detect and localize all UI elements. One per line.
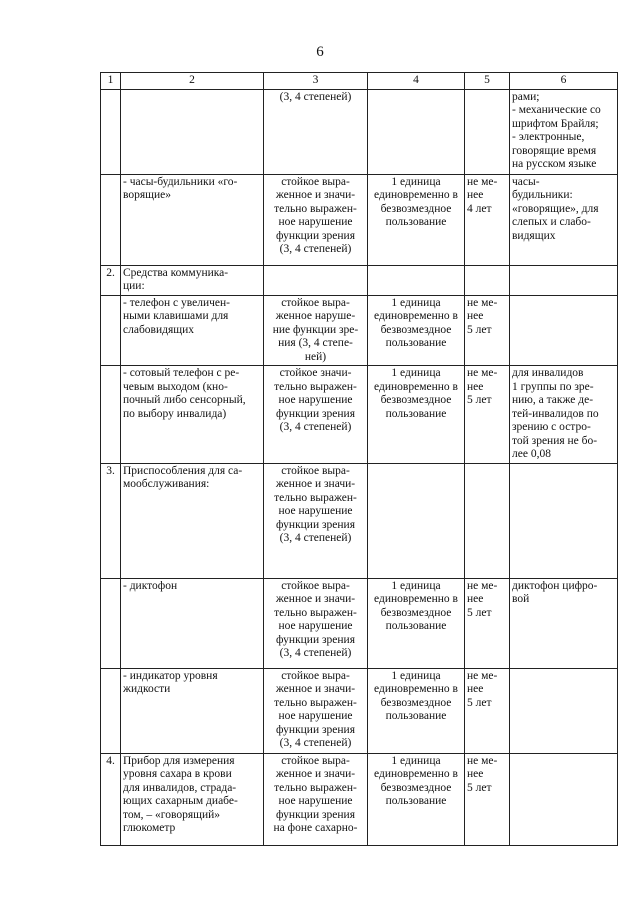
cell-text-line: тельно выражен-: [274, 696, 357, 709]
cell-device-name: [121, 89, 264, 174]
cell-text-line: вой: [512, 593, 530, 605]
cell-text-line: - сотовый телефон с ре-: [123, 367, 240, 379]
row-number: [101, 174, 121, 265]
cell-text-line: ное нарушение: [278, 795, 353, 807]
cell-text-line: (3, 4 степеней): [279, 737, 352, 749]
cell-quantity: [368, 463, 465, 578]
row-number: [101, 668, 121, 753]
cell-medical-indication: [264, 265, 368, 295]
cell-text-line: диктофон цифро-: [512, 579, 598, 592]
table-row: [101, 366, 618, 464]
cell-medical-indication: [264, 668, 368, 753]
cell-text-line: женное и значи-: [275, 768, 356, 780]
cell-usage-term: [465, 174, 510, 265]
table-row: [101, 265, 618, 295]
table-row: [101, 753, 618, 845]
cell-text-line: ворящие»: [123, 189, 172, 201]
cell-quantity: [368, 668, 465, 753]
cell-text-line: тей-инвалидов по: [512, 407, 599, 420]
cell-medical-indication: [264, 463, 368, 578]
cell-text-line: безвозмездное: [380, 606, 452, 619]
cell-text-line: видящих: [512, 229, 556, 242]
cell-text-line: безвозмездное: [380, 696, 452, 709]
cell-quantity: [368, 89, 465, 174]
cell-text-line: почный либо сенсорный,: [123, 394, 246, 406]
cell-usage-term: [465, 668, 510, 753]
cell-text-line: единовременно в: [374, 683, 458, 695]
cell-text-line: ное нарушение: [278, 620, 353, 632]
cell-text-line: (3, 4 степеней): [279, 90, 352, 103]
cell-text-line: шрифтом Брайля;: [512, 117, 599, 130]
cell-text-line: 1 единица: [391, 296, 441, 309]
cell-medical-indication: [264, 753, 368, 845]
cell-text-line: ное нарушение: [278, 710, 353, 722]
cell-text-line: женное и значи-: [275, 593, 356, 605]
cell-text-line: будильники:: [512, 189, 573, 201]
cell-text-line: ными клавишами для: [123, 310, 229, 322]
row-number: 2.: [101, 265, 121, 295]
cell-text-line: 1 единица: [391, 754, 441, 767]
cell-text-line: женное и значи-: [275, 478, 356, 490]
cell-text-line: нее: [467, 189, 484, 201]
cell-text-line: 1 единица: [391, 579, 441, 592]
cell-note: [510, 265, 618, 295]
column-header: 1: [101, 73, 121, 90]
cell-text-line: по выбору инвалида): [123, 407, 227, 420]
cell-text-line: стойкое выра-: [281, 669, 350, 682]
cell-text-line: ное нарушение: [278, 216, 353, 228]
cell-text-line: не ме-: [467, 579, 498, 592]
cell-text-line: пользование: [385, 710, 447, 722]
cell-text-line: 5 лет: [467, 696, 492, 709]
cell-text-line: рами;: [512, 90, 540, 103]
cell-text-line: тельно выражен-: [274, 491, 357, 504]
cell-text-line: стойкое выра-: [281, 754, 350, 767]
cell-note: [510, 174, 618, 265]
table-row: [101, 578, 618, 668]
cell-quantity: [368, 295, 465, 366]
cell-text-line: Приспособления для са-: [123, 464, 243, 477]
cell-text-line: (3, 4 степеней): [279, 532, 352, 544]
cell-text-line: функции зрения: [276, 808, 355, 821]
cell-text-line: зрению с остро-: [512, 421, 591, 433]
cell-text-line: для инвалидов, страда-: [123, 781, 237, 794]
cell-text-line: 5 лет: [467, 606, 492, 619]
cell-device-name: [121, 174, 264, 265]
cell-text-line: не ме-: [467, 754, 498, 767]
cell-text-line: стойкое значи-: [279, 367, 352, 379]
cell-text-line: стойкое выра-: [281, 296, 350, 309]
cell-text-line: «говорящие», для: [512, 202, 599, 215]
cell-text-line: слабовидящих: [123, 323, 195, 336]
cell-text-line: мообслуживания:: [123, 478, 210, 490]
table-row: [101, 89, 618, 174]
cell-text-line: женное и значи-: [275, 683, 356, 695]
cell-quantity: [368, 366, 465, 464]
cell-device-name: [121, 753, 264, 845]
cell-text-line: единовременно в: [374, 310, 458, 322]
cell-text-line: женное наруше-: [275, 310, 356, 322]
cell-text-line: безвозмездное: [380, 781, 452, 794]
column-header: 6: [510, 73, 618, 90]
cell-device-name: [121, 463, 264, 578]
row-number: 4.: [101, 753, 121, 845]
cell-text-line: - механические со: [512, 104, 601, 116]
cell-text-line: пользование: [385, 407, 447, 420]
cell-text-line: - индикатор уровня: [123, 669, 218, 682]
cell-text-line: безвозмездное: [380, 323, 452, 336]
cell-text-line: тельно выражен-: [274, 606, 357, 619]
cell-text-line: пользование: [385, 620, 447, 632]
cell-note: [510, 89, 618, 174]
cell-usage-term: [465, 578, 510, 668]
cell-text-line: ции:: [123, 280, 145, 292]
cell-medical-indication: [264, 89, 368, 174]
cell-text-line: говорящие время: [512, 144, 597, 157]
cell-text-line: 1 группы по зре-: [512, 380, 594, 393]
cell-text-line: 5 лет: [467, 781, 492, 794]
cell-text-line: - электронные,: [512, 131, 585, 143]
cell-usage-term: [465, 463, 510, 578]
cell-text-line: (3, 4 степеней): [279, 243, 352, 255]
cell-text-line: функции зрения: [276, 229, 355, 242]
cell-text-line: глюкометр: [123, 822, 176, 834]
cell-text-line: нию, а также де-: [512, 394, 594, 406]
cell-text-line: стойкое выра-: [281, 464, 350, 477]
cell-medical-indication: [264, 174, 368, 265]
cell-text-line: 4 лет: [467, 202, 492, 215]
cell-text-line: (3, 4 степеней): [279, 647, 352, 659]
cell-text-line: нее: [467, 593, 484, 605]
cell-text-line: - часы-будильники «го-: [123, 175, 238, 188]
cell-text-line: тельно выражен-: [274, 380, 357, 393]
cell-text-line: пользование: [385, 795, 447, 807]
table-row: [101, 295, 618, 366]
cell-text-line: стойкое выра-: [281, 175, 350, 188]
table-header-row: [101, 73, 618, 90]
cell-text-line: единовременно в: [374, 593, 458, 605]
cell-text-line: (3, 4 степеней): [279, 421, 352, 433]
cell-text-line: ное нарушение: [278, 394, 353, 406]
cell-text-line: ние функции зре-: [272, 323, 359, 336]
table-row: [101, 463, 618, 578]
cell-text-line: - телефон с увеличен-: [123, 296, 231, 309]
cell-medical-indication: [264, 295, 368, 366]
cell-text-line: не ме-: [467, 367, 498, 379]
cell-quantity: [368, 265, 465, 295]
cell-text-line: безвозмездное: [380, 202, 452, 215]
table-row: [101, 668, 618, 753]
cell-usage-term: [465, 753, 510, 845]
cell-text-line: единовременно в: [374, 189, 458, 201]
cell-text-line: ющих сахарным диабе-: [123, 795, 238, 807]
cell-text-line: функции зрения: [276, 723, 355, 736]
cell-text-line: ное нарушение: [278, 505, 353, 517]
cell-text-line: том, – «говорящий»: [123, 808, 221, 821]
cell-text-line: единовременно в: [374, 768, 458, 780]
cell-text-line: уровня сахара в крови: [123, 768, 232, 780]
assistive-devices-table: [100, 72, 618, 846]
column-header: 4: [368, 73, 465, 90]
row-number: [101, 295, 121, 366]
cell-note: [510, 578, 618, 668]
cell-usage-term: [465, 265, 510, 295]
cell-text-line: жидкости: [123, 683, 171, 695]
cell-text-line: функции зрения: [276, 407, 355, 420]
cell-text-line: безвозмездное: [380, 394, 452, 406]
cell-text-line: на русском языке: [512, 158, 597, 170]
cell-text-line: нее: [467, 310, 484, 322]
cell-text-line: ней): [304, 350, 327, 363]
cell-note: [510, 753, 618, 845]
cell-text-line: для инвалидов: [512, 367, 584, 379]
column-header: 5: [465, 73, 510, 90]
cell-note: [510, 295, 618, 366]
cell-text-line: чевым выходом (кно-: [123, 380, 228, 393]
cell-device-name: [121, 578, 264, 668]
cell-text-line: нее: [467, 380, 484, 393]
cell-text-line: функции зрения: [276, 633, 355, 646]
cell-text-line: той зрения не бо-: [512, 434, 598, 447]
cell-quantity: [368, 753, 465, 845]
cell-quantity: [368, 578, 465, 668]
cell-text-line: 1 единица: [391, 175, 441, 188]
cell-usage-term: [465, 89, 510, 174]
cell-text-line: ния (3, 4 степе-: [278, 337, 353, 349]
cell-device-name: [121, 668, 264, 753]
cell-text-line: - диктофон: [123, 579, 178, 592]
cell-note: [510, 463, 618, 578]
cell-device-name: [121, 265, 264, 295]
column-header: 3: [264, 73, 368, 90]
cell-text-line: тельно выражен-: [274, 781, 357, 794]
cell-device-name: [121, 295, 264, 366]
cell-text-line: единовременно в: [374, 380, 458, 393]
cell-text-line: Прибор для измерения: [123, 754, 235, 767]
row-number: [101, 578, 121, 668]
cell-text-line: слепых и слабо-: [512, 216, 591, 228]
cell-text-line: нее: [467, 768, 484, 780]
cell-text-line: не ме-: [467, 175, 498, 188]
table-row: [101, 174, 618, 265]
cell-text-line: не ме-: [467, 296, 498, 309]
cell-text-line: 1 единица: [391, 367, 441, 379]
cell-usage-term: [465, 366, 510, 464]
cell-quantity: [368, 174, 465, 265]
cell-text-line: нее: [467, 683, 484, 695]
cell-note: [510, 668, 618, 753]
cell-text-line: пользование: [385, 337, 447, 349]
cell-medical-indication: [264, 366, 368, 464]
cell-text-line: 5 лет: [467, 394, 492, 406]
cell-text-line: лее 0,08: [512, 448, 551, 460]
page-number: 6: [316, 44, 324, 60]
cell-usage-term: [465, 295, 510, 366]
cell-note: [510, 366, 618, 464]
cell-text-line: стойкое выра-: [281, 579, 350, 592]
cell-text-line: женное и значи-: [275, 189, 356, 201]
cell-medical-indication: [264, 578, 368, 668]
cell-text-line: функции зрения: [276, 518, 355, 531]
row-number: 3.: [101, 463, 121, 578]
cell-text-line: часы-: [512, 175, 540, 188]
cell-text-line: не ме-: [467, 669, 498, 682]
cell-text-line: пользование: [385, 216, 447, 228]
cell-text-line: тельно выражен-: [274, 202, 357, 215]
column-header: 2: [121, 73, 264, 90]
row-number: [101, 89, 121, 174]
cell-text-line: на фоне сахарно-: [273, 822, 358, 834]
cell-text-line: 5 лет: [467, 323, 492, 336]
row-number: [101, 366, 121, 464]
cell-device-name: [121, 366, 264, 464]
cell-text-line: 1 единица: [391, 669, 441, 682]
cell-text-line: Средства коммуника-: [123, 266, 229, 279]
